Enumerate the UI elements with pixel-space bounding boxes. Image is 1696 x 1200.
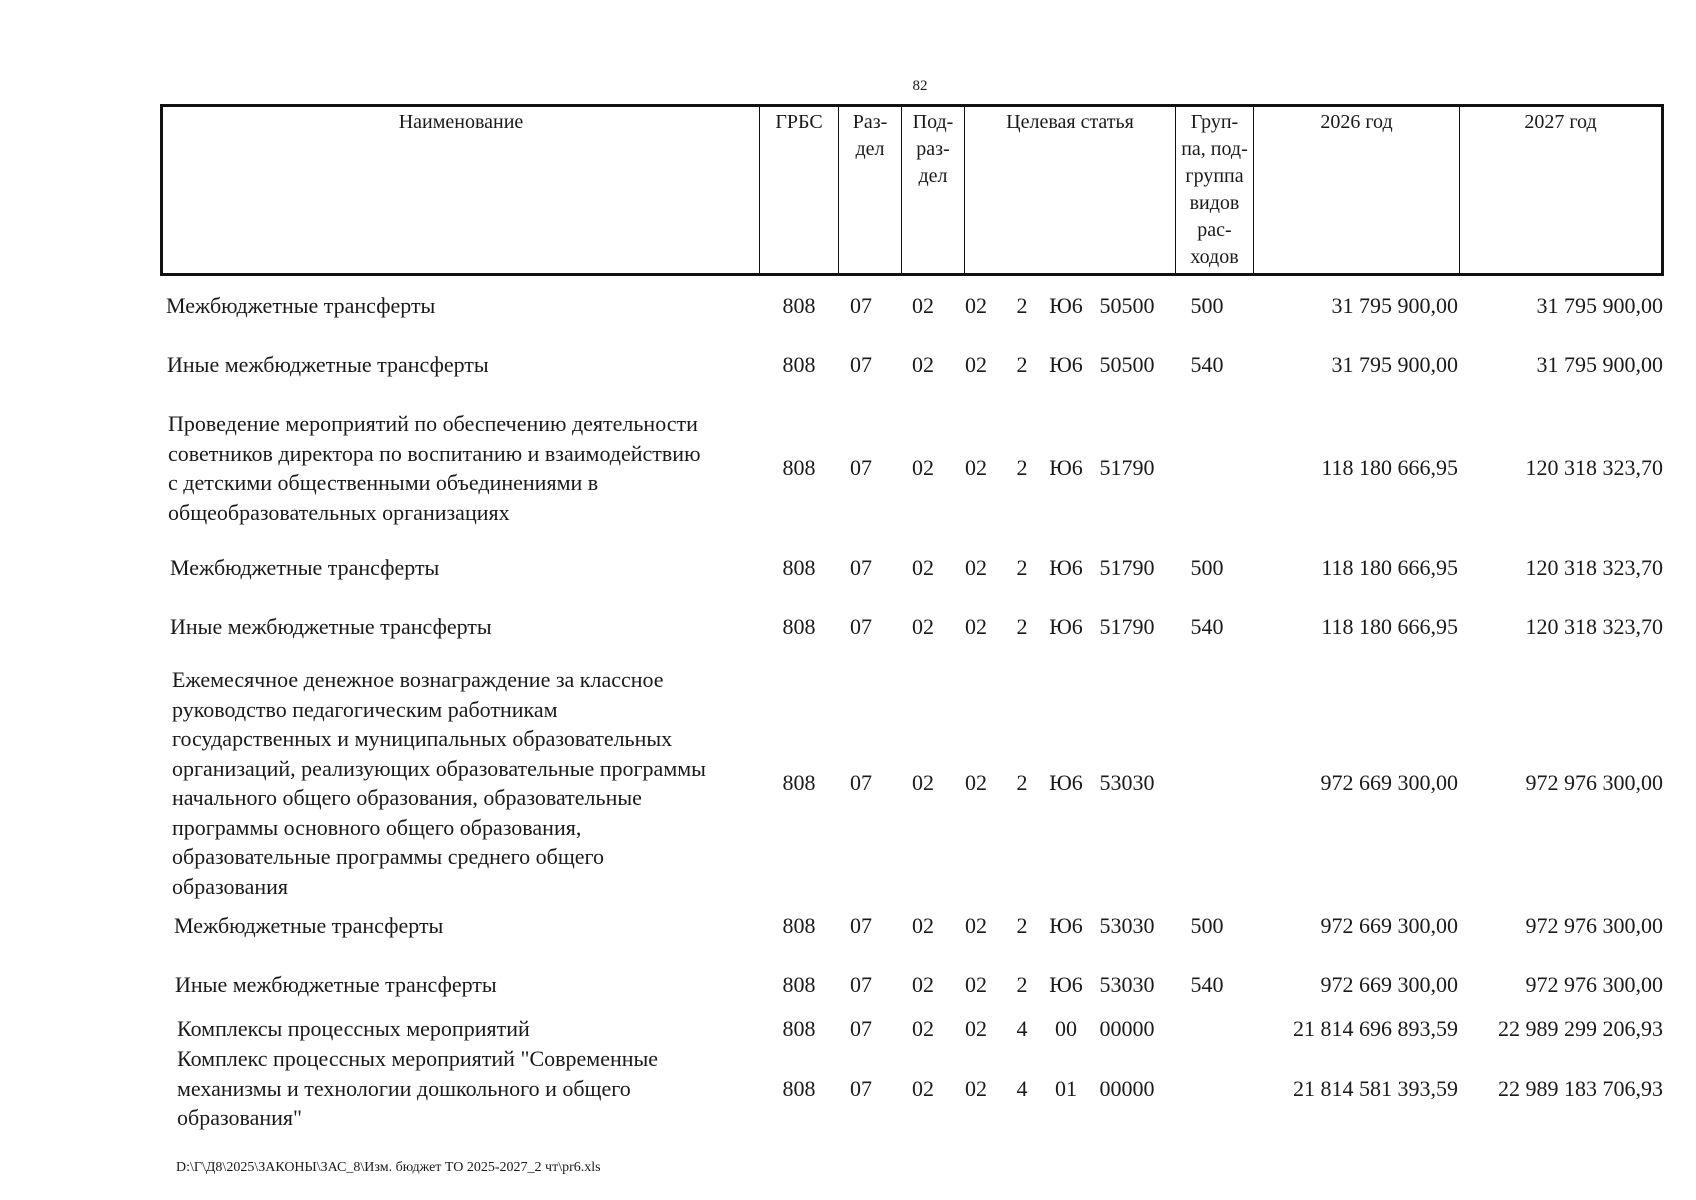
target-part3-cell: Ю6	[1049, 913, 1083, 938]
target-part4-cell: 50500	[1099, 293, 1155, 318]
razdel-cell: 07	[850, 972, 872, 997]
row-name-line: Иные межбюджетные трансферты	[175, 972, 497, 997]
row-name-line: общеобразовательных организациях	[168, 499, 510, 525]
target-part2-cell: 2	[1016, 293, 1028, 318]
target-part3-cell: Ю6	[1049, 972, 1083, 997]
row-name-line: механизмы и технологии дошкольного и общего	[177, 1075, 631, 1101]
file-path-footer: D:\Г\Д8\2025\ЗАКОНЫ\ЗАС_8\Изм. бюджет ТО 2025-2027_2 чт\pr6.xls	[176, 1160, 601, 1175]
row-name-line: Проведение мероприятий по обеспечению деятельности	[168, 411, 698, 436]
target-part1-cell: 02	[965, 352, 987, 377]
header-2026: 2026 год	[1253, 107, 1459, 273]
target-part1-cell: 02	[965, 1016, 987, 1041]
grbs-cell: 808	[782, 1075, 816, 1101]
row-name-line: образовательные программы среднего общего	[172, 844, 605, 869]
razdel-cell: 07	[850, 614, 872, 639]
target-part4-cell: 00000	[1099, 1075, 1155, 1101]
amount-2027-cell: 22 989 183 706,93	[1498, 1075, 1663, 1101]
amount-2027-cell: 972 976 300,00	[1525, 770, 1663, 796]
amount-2026-cell: 972 669 300,00	[1320, 972, 1458, 997]
target-part4-cell: 51790	[1099, 555, 1155, 580]
header-razdel: Раз- дел	[838, 107, 901, 273]
target-part3-cell: 00	[1055, 1016, 1077, 1041]
razdel-cell: 07	[850, 555, 872, 580]
amount-2026-cell: 21 814 696 893,59	[1293, 1016, 1458, 1041]
row-name	[172, 665, 706, 901]
target-part2-cell: 2	[1016, 913, 1028, 938]
row-name	[170, 553, 439, 583]
row-name-line: организаций, реализующих образовательные программы	[172, 755, 706, 781]
target-part3-cell: Ю6	[1049, 455, 1083, 481]
razdel-cell: 07	[850, 1016, 872, 1041]
table-header	[160, 104, 1664, 276]
header-expense-group: Груп- па, под- группа видов рас- ходов	[1175, 107, 1253, 273]
podrazdel-cell: 02	[912, 1016, 934, 1041]
amount-2026-cell: 118 180 666,95	[1321, 455, 1458, 481]
row-name	[166, 291, 435, 321]
grbs-cell: 808	[782, 972, 816, 997]
podrazdel-cell: 02	[912, 770, 934, 796]
amount-2026-cell: 31 795 900,00	[1331, 293, 1458, 318]
grbs-cell: 808	[782, 1016, 816, 1041]
amount-2026-cell: 972 669 300,00	[1320, 913, 1458, 938]
amount-2027-cell: 972 976 300,00	[1525, 972, 1663, 997]
podrazdel-cell: 02	[912, 913, 934, 938]
expense-group-cell: 540	[1190, 352, 1224, 377]
podrazdel-cell: 02	[912, 614, 934, 639]
target-part1-cell: 02	[965, 293, 987, 318]
row-name	[177, 1044, 658, 1133]
amount-2027-cell: 120 318 323,70	[1525, 555, 1663, 580]
header-grbs: ГРБС	[759, 107, 838, 273]
grbs-cell: 808	[782, 614, 816, 639]
razdel-cell: 07	[850, 352, 872, 377]
podrazdel-cell: 02	[912, 1075, 934, 1101]
expense-group-cell: 500	[1190, 555, 1224, 580]
target-part3-cell: Ю6	[1049, 555, 1083, 580]
target-part2-cell: 4	[1016, 1075, 1028, 1101]
target-part2-cell: 2	[1016, 972, 1028, 997]
amount-2026-cell: 972 669 300,00	[1320, 770, 1458, 796]
razdel-cell: 07	[850, 913, 872, 938]
row-name-line: Комплекс процессных мероприятий "Современные	[177, 1046, 659, 1071]
amount-2027-cell: 31 795 900,00	[1536, 293, 1663, 318]
target-part1-cell: 02	[965, 555, 987, 580]
target-part4-cell: 00000	[1099, 1016, 1155, 1041]
razdel-cell: 07	[850, 455, 872, 481]
expense-group-cell: 540	[1190, 614, 1224, 639]
row-name-line: руководство педагогическим работникам	[172, 696, 558, 722]
amount-2026-cell: 21 814 581 393,59	[1293, 1075, 1458, 1101]
target-part3-cell: Ю6	[1049, 770, 1083, 796]
row-name-line: Комплексы процессных мероприятий	[177, 1016, 530, 1041]
row-name	[174, 911, 443, 941]
target-part2-cell: 2	[1016, 455, 1028, 481]
target-part3-cell: Ю6	[1049, 293, 1083, 318]
grbs-cell: 808	[782, 913, 816, 938]
expense-group-cell: 500	[1190, 293, 1224, 318]
target-part4-cell: 50500	[1099, 352, 1155, 377]
row-name-line: государственных и муниципальных образовательных	[172, 726, 673, 751]
target-part1-cell: 02	[965, 972, 987, 997]
header-target-article: Целевая статья	[964, 107, 1175, 273]
amount-2026-cell: 118 180 666,95	[1321, 555, 1458, 580]
row-name-line: советников директора по воспитанию и взаимодействию	[168, 440, 701, 466]
amount-2026-cell: 118 180 666,95	[1321, 614, 1458, 639]
target-part1-cell: 02	[965, 455, 987, 481]
target-part2-cell: 2	[1016, 770, 1028, 796]
target-part4-cell: 53030	[1099, 770, 1155, 796]
amount-2027-cell: 31 795 900,00	[1536, 352, 1663, 377]
header-name: Наименование	[398, 111, 524, 133]
target-part2-cell: 2	[1016, 614, 1028, 639]
razdel-cell: 07	[850, 293, 872, 318]
row-name-line: Иные межбюджетные трансферты	[170, 614, 492, 639]
row-name	[175, 970, 497, 1000]
row-name	[177, 1014, 530, 1044]
row-name-line: Межбюджетные трансферты	[166, 293, 436, 318]
row-name-line: образования	[172, 873, 289, 899]
row-name	[170, 612, 492, 642]
target-part2-cell: 2	[1016, 352, 1028, 377]
target-part4-cell: 51790	[1099, 455, 1155, 481]
target-part1-cell: 02	[965, 1075, 987, 1101]
grbs-cell: 808	[782, 293, 816, 318]
amount-2027-cell: 120 318 323,70	[1525, 614, 1663, 639]
podrazdel-cell: 02	[912, 555, 934, 580]
amount-2027-cell: 972 976 300,00	[1525, 913, 1663, 938]
row-name-line: образования"	[177, 1105, 303, 1130]
podrazdel-cell: 02	[912, 972, 934, 997]
page-number: 82	[912, 78, 928, 94]
target-part3-cell: Ю6	[1049, 614, 1083, 639]
row-name-line: Ежемесячное денежное вознаграждение за классное	[172, 667, 664, 692]
target-part1-cell: 02	[965, 770, 987, 796]
expense-group-cell: 540	[1190, 972, 1224, 997]
row-name-line: начального общего образования, образовательные	[172, 785, 642, 810]
grbs-cell: 808	[782, 455, 816, 481]
row-name	[168, 409, 701, 527]
row-name-line: Межбюджетные трансферты	[174, 913, 444, 938]
target-part2-cell: 4	[1016, 1016, 1028, 1041]
target-part3-cell: Ю6	[1049, 352, 1083, 377]
amount-2027-cell: 120 318 323,70	[1525, 455, 1663, 481]
podrazdel-cell: 02	[912, 455, 934, 481]
row-name-line: Иные межбюджетные трансферты	[167, 352, 489, 377]
podrazdel-cell: 02	[912, 352, 934, 377]
grbs-cell: 808	[782, 770, 816, 796]
grbs-cell: 808	[782, 555, 816, 580]
row-name-line: с детскими общественными объединениями в	[168, 470, 599, 495]
grbs-cell: 808	[782, 352, 816, 377]
razdel-cell: 07	[850, 1075, 872, 1101]
target-part1-cell: 02	[965, 614, 987, 639]
header-2027: 2027 год	[1459, 107, 1661, 273]
razdel-cell: 07	[850, 770, 872, 796]
target-part3-cell: 01	[1055, 1075, 1077, 1101]
podrazdel-cell: 02	[912, 293, 934, 318]
header-podrazdel: Под- раз- дел	[901, 107, 964, 273]
target-part4-cell: 53030	[1099, 972, 1155, 997]
row-name-line: программы основного общего образования,	[172, 814, 582, 840]
target-part1-cell: 02	[965, 913, 987, 938]
amount-2027-cell: 22 989 299 206,93	[1498, 1016, 1663, 1041]
row-name	[167, 350, 489, 380]
amount-2026-cell: 31 795 900,00	[1331, 352, 1458, 377]
target-part2-cell: 2	[1016, 555, 1028, 580]
target-part4-cell: 53030	[1099, 913, 1155, 938]
expense-group-cell: 500	[1190, 913, 1224, 938]
target-part4-cell: 51790	[1099, 614, 1155, 639]
row-name-line: Межбюджетные трансферты	[170, 555, 440, 580]
